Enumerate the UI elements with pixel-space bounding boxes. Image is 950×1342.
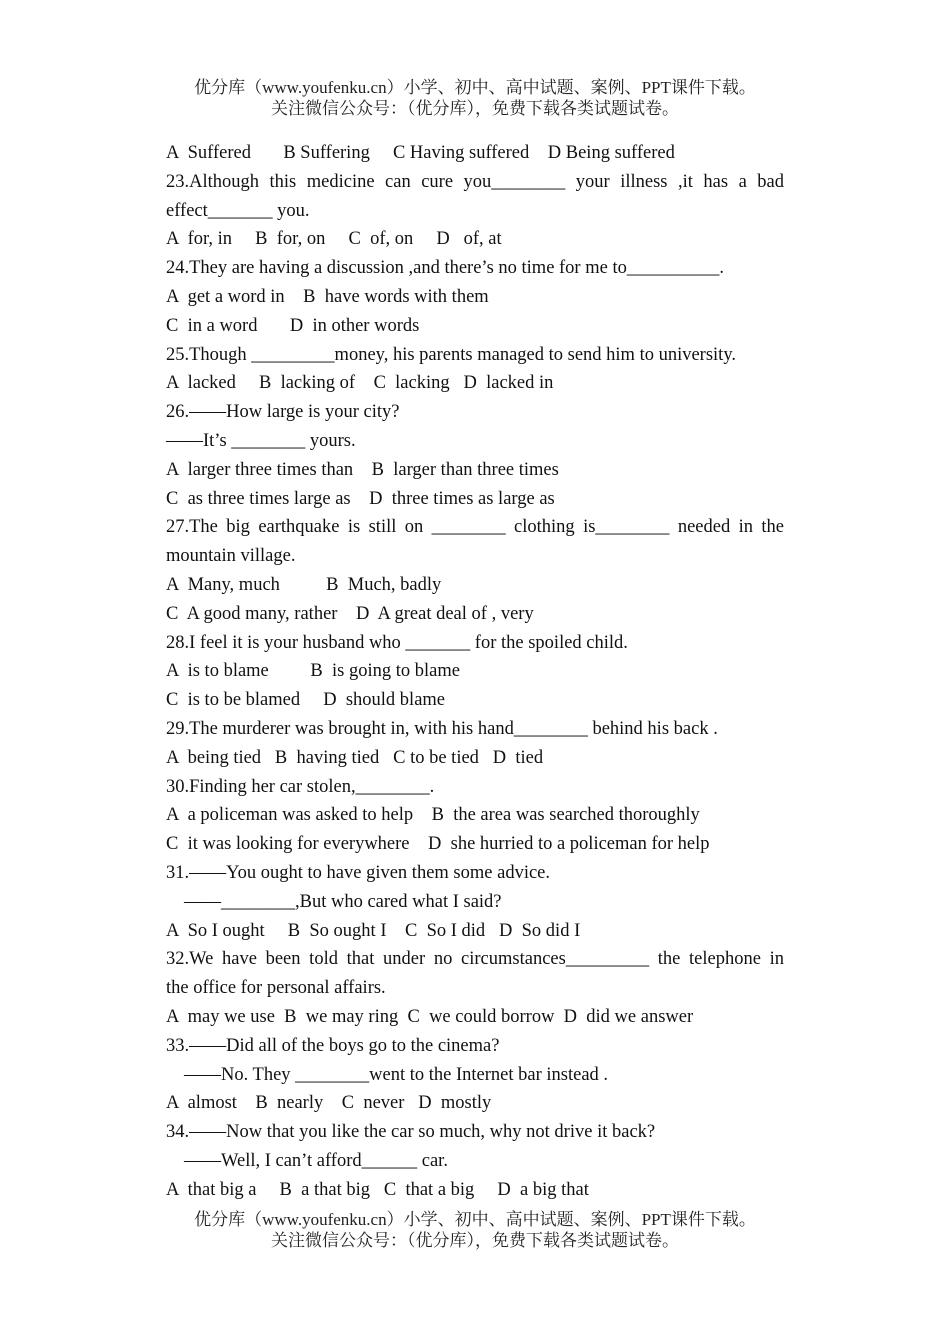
question-34: 34.——Now that you like the car so much, why not drive it back? (166, 1122, 656, 1143)
question-26-reply: ——It’s ________ yours. (166, 430, 356, 451)
footer-line-1: 优分库（www.youfenku.cn）小学、初中、高中试题、案例、PPT课件下载。 (194, 1210, 756, 1229)
answer-options-22: A Suffered B Suffering C Having suffered D Being suffered (166, 143, 675, 163)
answer-options-34: A that big a B a that big C that a big D a big that (166, 1179, 589, 1200)
question-30: 30.Finding her car stolen,________. (166, 776, 435, 797)
footer-line-2: 关注微信公众号：（优分库），免费下载各类试题试卷。 (271, 1231, 679, 1250)
page-footer (0, 1209, 950, 1251)
question-25: 25.Though _________money, his parents managed to send him to university. (166, 344, 736, 365)
answer-options-23: A for, in B for, on C of, on D of, at (166, 229, 502, 250)
question-27: 27.The big earthquake is still on ________ clothing is________ needed in the (166, 517, 784, 538)
answer-options-26-cd: C as three times large as D three times as large as (166, 488, 555, 509)
answer-options-28-cd: C is to be blamed D should blame (166, 690, 446, 711)
header-line-1: 优分库（www.youfenku.cn）小学、初中、高中试题、案例、PPT课件下载。 (194, 78, 756, 97)
answer-options-33: A almost B nearly C never D mostly (166, 1093, 492, 1114)
answer-options-24-cd: C in a word D in other words (166, 315, 420, 336)
question-29: 29.The murderer was brought in, with his hand________ behind his back . (166, 718, 718, 739)
question-28: 28.I feel it is your husband who _______ for the spoiled child. (166, 632, 628, 653)
question-23-cont: effect_______ you. (166, 200, 310, 221)
question-23: 23.Although this medicine can cure you________ your illness ,it has a bad (166, 171, 784, 192)
answer-options-32: A may we use B we may ring C we could borrow D did we answer (166, 1006, 694, 1027)
answer-options-28-ab: A is to blame B is going to blame (166, 661, 460, 682)
question-34-reply: ——Well, I can’t afford______ car. (184, 1150, 448, 1171)
answer-options-26-ab: A larger three times than B larger than three times (166, 459, 559, 480)
page-header (0, 77, 950, 119)
answer-options-27-cd: C A good many, rather D A great deal of , very (166, 603, 534, 624)
question-33-reply: ——No. They ________went to the Internet bar instead . (184, 1064, 609, 1085)
question-32: 32.We have been told that under no circumstances_________ the telephone in (166, 949, 784, 970)
question-24: 24.They are having a discussion ,and there’s no time for me to__________. (166, 258, 724, 279)
answer-options-27-ab: A Many, much B Much, badly (166, 574, 442, 595)
answer-options-24-ab: A get a word in B have words with them (166, 286, 489, 307)
question-31: 31.——You ought to have given them some advice. (166, 862, 551, 883)
question-body (166, 139, 784, 1204)
question-33: 33.——Did all of the boys go to the cinema? (166, 1035, 500, 1056)
answer-options-31: A So I ought B So ought I C So I did D So did I (166, 920, 581, 941)
answer-options-25: A lacked B lacking of C lacking D lacked in (166, 373, 554, 394)
question-26: 26.——How large is your city? (166, 402, 400, 423)
question-27-cont: mountain village. (166, 546, 296, 567)
header-line-2: 关注微信公众号：（优分库），免费下载各类试题试卷。 (271, 99, 679, 118)
answer-options-29: A being tied B having tied C to be tied D tied (166, 747, 544, 768)
answer-options-30-ab: A a policeman was asked to help B the area was searched thoroughly (166, 805, 700, 826)
question-31-reply: ——________,But who cared what I said? (184, 891, 502, 912)
answer-options-30-cd: C it was looking for everywhere D she hurried to a policeman for help (166, 834, 710, 855)
question-32-cont: the office for personal affairs. (166, 978, 386, 999)
